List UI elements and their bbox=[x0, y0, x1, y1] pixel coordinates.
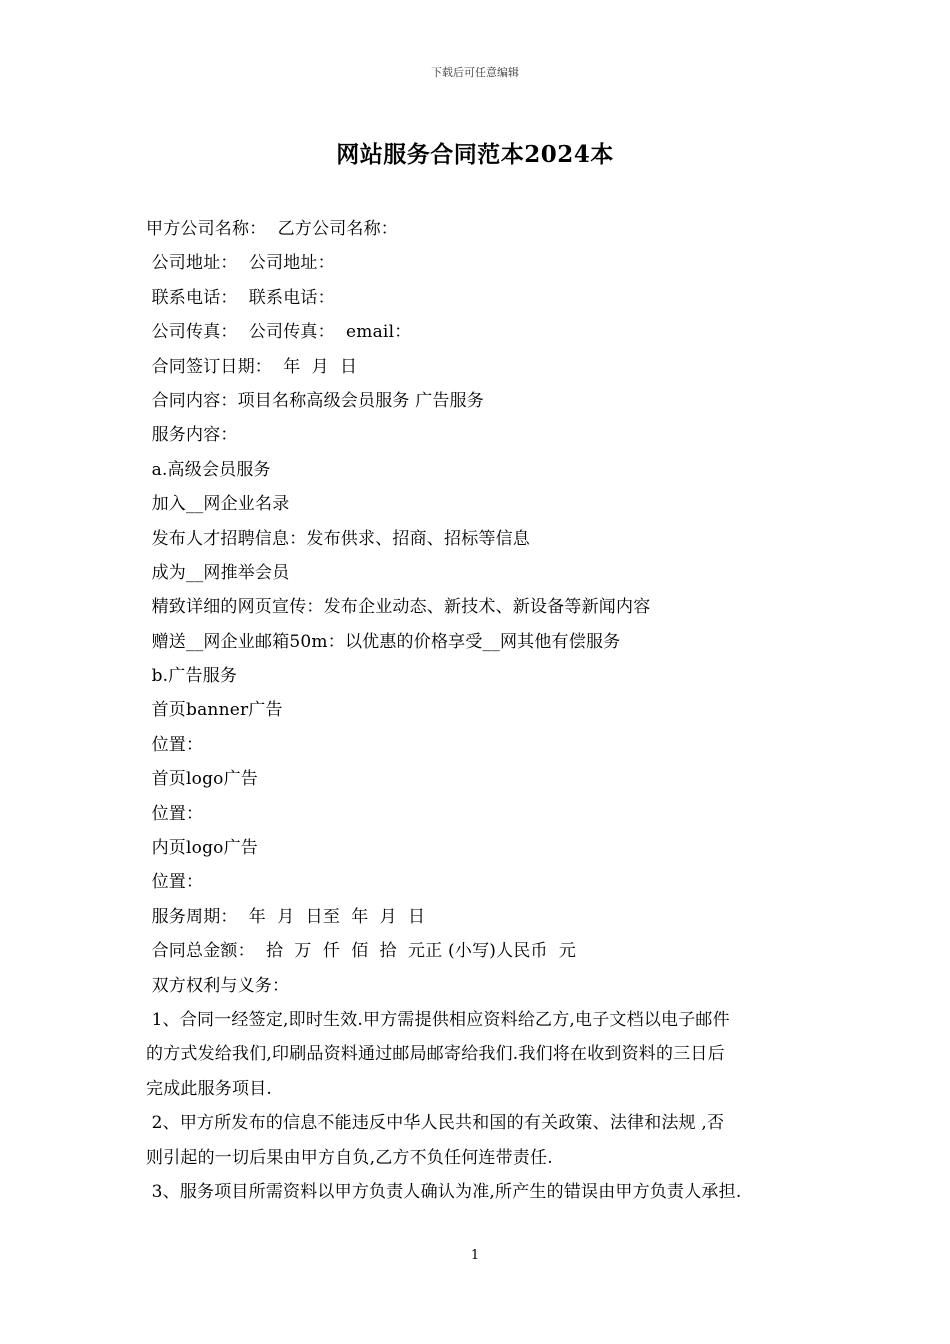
line-service-period: 服务周期： 年 月 日至 年 月 日 bbox=[146, 906, 426, 927]
line-clause: 则引起的一切后果由甲方自负,乙方不负任何连带责任. bbox=[146, 1147, 553, 1168]
line-contract-content: 合同内容：项目名称高级会员服务 广告服务 bbox=[146, 390, 485, 411]
line-section-b: b.广告服务 bbox=[146, 666, 238, 687]
line-position: 位置： bbox=[146, 734, 204, 755]
line-sign-date: 合同签订日期： 年 月 日 bbox=[146, 356, 358, 377]
line-item: 首页banner广告 bbox=[146, 700, 283, 721]
line-party-names: 甲方公司名称： 乙方公司名称： bbox=[146, 219, 399, 239]
line-rights-obligations: 双方权利与义务： bbox=[146, 975, 290, 996]
line-fax-email: 公司传真： 公司传真： email： bbox=[146, 322, 412, 343]
line-item: 精致详细的网页宣传：发布企业动态、新技术、新设备等新闻内容 bbox=[146, 597, 651, 618]
page-number: 1 bbox=[470, 1248, 480, 1263]
line-item: 成为__网推举会员 bbox=[146, 562, 290, 583]
line-clause: 完成此服务项目. bbox=[146, 1078, 273, 1099]
line-position: 位置： bbox=[146, 872, 204, 893]
line-clause: 的方式发给我们,印刷品资料通过邮局邮寄给我们.我们将在收到资料的三日后 bbox=[146, 1044, 725, 1065]
line-address: 公司地址： 公司地址： bbox=[146, 253, 335, 274]
line-service-content: 服务内容： bbox=[146, 425, 238, 446]
line-item: 首页logo广告 bbox=[146, 769, 258, 790]
line-item: 加入__网企业名录 bbox=[146, 494, 290, 515]
document-title: 网站服务合同范本2024本 bbox=[336, 141, 614, 168]
line-clause: 3、服务项目所需资料以甲方负责人确认为准,所产生的错误由甲方负责人承担. bbox=[146, 1181, 742, 1202]
line-total-amount: 合同总金额： 拾 万 仟 佰 拾 元正 (小写)人民币 元 bbox=[146, 941, 577, 962]
contract-body bbox=[146, 212, 826, 1209]
line-item: 赠送__网企业邮箱50m：以优惠的价格享受__网其他有偿服务 bbox=[146, 631, 621, 652]
line-position: 位置： bbox=[146, 803, 204, 824]
line-item: 发布人才招聘信息：发布供求、招商、招标等信息 bbox=[146, 528, 531, 549]
line-clause: 2、甲方所发布的信息不能违反中华人民共和国的有关政策、法律和法规 ,否 bbox=[146, 1113, 725, 1134]
page-header-note: 下载后可任意编辑 bbox=[431, 66, 519, 79]
line-phone: 联系电话： 联系电话： bbox=[146, 287, 335, 308]
line-item: 内页logo广告 bbox=[146, 838, 258, 859]
line-clause: 1、合同一经签定,即时生效.甲方需提供相应资料给乙方,电子文档以电子邮件 bbox=[146, 1009, 730, 1030]
line-section-a: a.高级会员服务 bbox=[146, 459, 271, 480]
